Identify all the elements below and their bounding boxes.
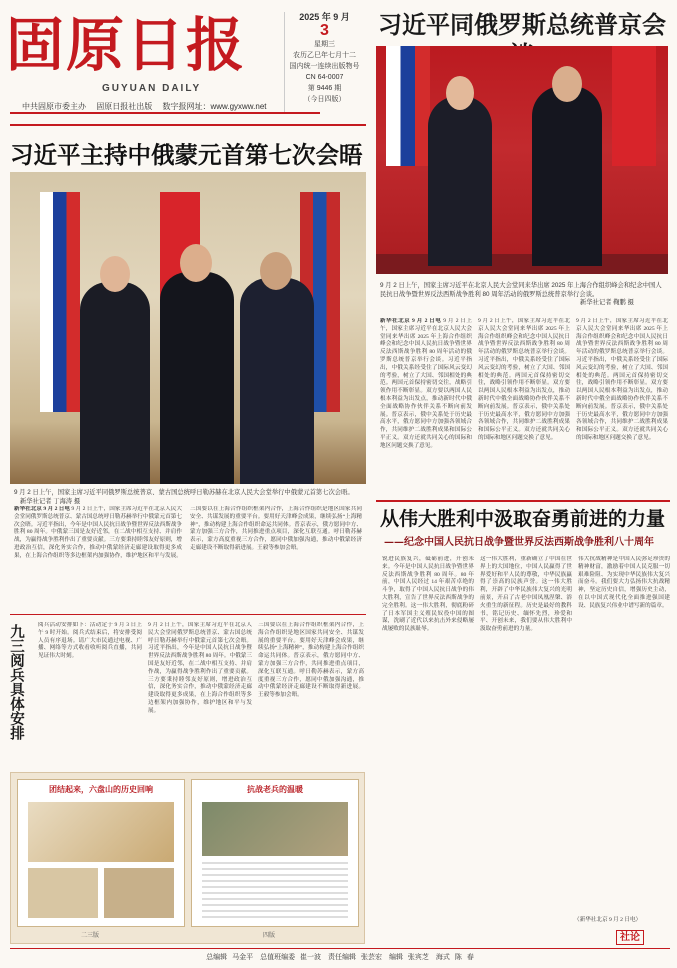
page-preview-right[interactable] (191, 779, 359, 927)
issue-number: 第 9446 期 (307, 85, 342, 92)
main-story-credit: 新华社记者 丁海涛 摄 (20, 498, 81, 505)
page-preview-left-thumb1 (28, 868, 98, 918)
masthead-pinyin: GUYUAN DAILY (102, 83, 202, 94)
opinion-subheadline: ——纪念中国人民抗日战争暨世界反法西斯战争胜利八十周年 (384, 537, 654, 548)
section-rule-sidebar (10, 614, 366, 615)
sidebar-body-col3: 三国要以在上海合作组织框架内合作，上海合作组织是地区国家共同安全、共谋发展的重要平台。要用好天津峰会成果，继续弘扬“上海精神”，推动构建上海合作组织命运共同体。普京表示，俄方愿同中方、蒙方加强三方合作，共同推进重点项目，深化互联互通。呼日勒苏赫表示，蒙方高度重视三方合作，愿同中俄加强沟通，推动中俄蒙经济走廊建设不断取得新进展。王毅等参加会晤。 (258, 622, 364, 699)
sidebar-body-col2: 9 月 2 日上午，国家主席习近平在北京人民大会堂同俄罗斯总统普京、蒙古国总统呼日勒苏赫举行中俄蒙元首第七次会晤。习近平指出，今年是中国人民抗日战争暨世界反法西斯战争胜利 80 周年。中俄蒙三国是友好近邻，在二战中相互支持、并肩作战，为赢得战争胜利作出了重要贡献。三方要秉持睦邻友好原则，增进政治互信，深化务实合作，推动中俄蒙经济走廊建设取得更多成果，在上海合作组织等多边框架内加强协作，维护地区和平与发展。 (148, 622, 252, 714)
main-story-caption (14, 488, 364, 506)
masthead-rule (10, 112, 320, 114)
person-left-head (446, 76, 474, 110)
person-putin (80, 282, 150, 484)
issue-weekday: 星期三 (314, 41, 335, 48)
issue-year-month: 2025 年 9 月 (299, 12, 350, 22)
editorial-badge: 社论 (616, 930, 644, 945)
main-story-body-left (14, 506, 182, 610)
person-right (532, 86, 602, 266)
issue-day: 3 (320, 22, 329, 39)
masthead-sponsor: 中共固原市委主办 (22, 102, 86, 111)
main-story-caption-text: 9 月 2 日上午，国家主席习近平同俄罗斯总统普京、蒙古国总统呼日勒苏赫在北京人民大会堂举行中俄蒙元首第七次会晤。 (14, 489, 354, 496)
top-story-body-col3: 9 月 2 日上午，国家主席习近平在北京人民大会堂同来华出席 2025 年上海合作组织峰会和纪念中国人民抗日战争暨世界反法西斯战争胜利 80 周年活动的俄罗斯总统普京举行会谈。习近平指出，中俄关系经受住了国际风云变幻的考验，树立了大国、邻国相处的典范。两国元首保持密切交往，战略引领作用不断彰显。双方要以两国人民根本利益为出发点，推动新时代中俄全面战略协作伙伴关系不断向前发展。普京表示，俄中关系处于历史最高水平，俄方愿同中方加强各领域合作，共同维护二战胜利成果和国际公平正义。双方还就共同关心的国际和地区问题交换了意见。 (576, 318, 668, 441)
page-preview-left-title: 团结起来，六盘山的历史回响 (49, 785, 153, 794)
top-story-byline: 新华社北京 9 月 2 日电 (380, 318, 442, 324)
masthead-digital[interactable]: 数字报网址：www.gyxww.net (162, 102, 267, 111)
issue-pages: （今日四版） (303, 96, 346, 103)
person-xi-head (180, 244, 212, 282)
top-story-headline[interactable]: 习近平同俄罗斯总统普京会 (378, 11, 666, 39)
person-khurelsukh-head (260, 252, 292, 290)
page-preview-panel (10, 772, 365, 944)
main-story-byline: 新华社北京 9 月 2 日电 (14, 506, 70, 512)
top-story-body-col1 (380, 318, 472, 500)
stage-floor (376, 254, 668, 274)
issue-datebox (284, 12, 364, 112)
sidebar-body-col1: 阅兵活动安排如下：活动定于 9 月 3 日上午 9 时开始。阅兵式结束后，将安排受阅人员有序退场。请广大市民通过电视、广播、网络等方式收看收听阅兵直播，共同见证伟大时刻。 (38, 622, 142, 660)
page-preview-left-label: 二三版 (81, 933, 100, 939)
main-story-body-left-text: 9 月 2 日上午，国家主席习近平在北京人民大会堂同俄罗斯总统普京、蒙古国总统呼日勒苏赫举行中俄蒙元首第七次会晤。习近平指出，今年是中国人民抗日战争暨世界反法西斯战争胜利 80 周年。中俄蒙三国是友好近邻，在二战中相互支持、并肩作战，为赢得战争胜利作出了重要贡献。三方要秉持睦邻友好原则，增进政治互信，深化务实合作，推动中俄蒙经济走廊建设取得更多成果，在上海合作组织等多边框架内加强协作，维护地区和平与发展。 (14, 506, 182, 559)
issue-lunar: 农历乙巳年七月十二 (293, 52, 356, 59)
masthead-publisher: 固原日报社出版 (96, 102, 153, 111)
page-preview-right-text (202, 862, 348, 918)
section-rule-right (376, 500, 670, 502)
top-story-caption: 9 月 2 日上午，国家主席习近平在北京人民大会堂同来华出席 2025 年上海合作组织峰会和纪念中国人民抗日战争暨世界反法西斯战争胜利 80 周年活动的俄罗斯总统普京举行会谈。 (380, 282, 662, 298)
section-rule-main (10, 124, 366, 126)
person-khurelsukh (240, 278, 314, 484)
opinion-headline[interactable]: 从伟大胜利中汲取奋勇前进的力量 (380, 508, 666, 530)
opinion-body-col2: 这一伟大胜利，重新确立了中国在世界上的大国地位，中国人民赢得了世界爱好和平人民的尊敬，中华民族赢得了崇高的民族声誉。这一伟大胜利，开辟了中华民族伟大复兴的光明前景，开启了古老中国凤凰涅槃、浴火重生的新征程。历史是最好的教科书，铭记历史、缅怀先烈，珍爱和平、开创未来，我们要从伟大胜利中汲取奋勇前进的力量。 (480, 556, 572, 633)
opinion-signoff: （新华社北京 9 月 2 日电） (574, 917, 642, 923)
person-xi (160, 272, 234, 484)
sidebar-title[interactable]: 九三阅兵具体安排 (8, 624, 24, 740)
footer-rule (10, 948, 670, 949)
page-preview-right-image (202, 802, 348, 856)
flag-china (612, 46, 656, 166)
top-story-photo (376, 46, 668, 274)
issue-cn-label: 国内统一连续出版物号 (289, 63, 360, 70)
page-preview-right-label: 四版 (263, 933, 276, 939)
opinion-body-col3: 伟大抗战精神是中国人民弥足珍贵的精神财富，激励着中国人民克服一切艰难险阻、为实现中华民族伟大复兴而奋斗。我们要大力弘扬伟大抗战精神，坚定历史自信，增强历史主动，在以中国式现代化全面推进强国建设、民族复兴伟业中谱写新的篇章。 (578, 556, 670, 609)
page-preview-right-title: 抗战老兵的温暖 (247, 785, 303, 794)
masthead-info (22, 101, 275, 112)
top-story-body-col2: 9 月 2 日上午，国家主席习近平在北京人民大会堂同来华出席 2025 年上海合作组织峰会和纪念中国人民抗日战争暨世界反法西斯战争胜利 80 周年活动的俄罗斯总统普京举行会谈。习近平指出，中俄关系经受住了国际风云变幻的考验，树立了大国、邻国相处的典范。两国元首保持密切交往，战略引领作用不断彰显。双方要以两国人民根本利益为出发点，推动新时代中俄全面战略协作伙伴关系不断向前发展。普京表示，俄中关系处于历史最高水平，俄方愿同中方加强各领域合作，共同维护二战胜利成果和国际公平正义。双方还就共同关心的国际和地区问题交换了意见。 (478, 318, 570, 441)
main-story-body-right: 三国要以在上海合作组织框架内合作，上海合作组织是地区国家共同安全、共谋发展的重要平台。要用好天津峰会成果，继续弘扬“上海精神”，推动构建上海合作组织命运共同体。普京表示，俄方愿同中方、蒙方加强三方合作，共同推进重点项目，深化互联互通。呼日勒苏赫表示，蒙方高度重视三方合作，愿同中俄加强沟通，推动中俄蒙经济走廊建设不断取得新进展。王毅等参加会晤。 (190, 506, 362, 551)
page-preview-left-image (28, 802, 174, 862)
person-right-head (552, 66, 582, 102)
issue-cn-number: CN 64-0007 (305, 74, 344, 81)
flag-russia (386, 46, 430, 166)
main-story-headline[interactable]: 习近平主持中俄蒙元首第七次会晤 (10, 141, 363, 169)
main-story-photo (10, 172, 366, 484)
masthead-logo: 固原日报 (6, 11, 247, 79)
page-preview-left[interactable] (17, 779, 185, 927)
opinion-body-col1: 锐进民族复兴，砥砺前进，开创未来。今年是中国人民抗日战争暨世界反法西斯战争胜利 80 周年。80 年前，中国人民经过 14 年艰苦卓绝的斗争，取得了中国人民抗日战争的伟大胜利，宣告了世界反法西斯战争的完全胜利。这一伟大胜利，彻底粉碎了日本军国主义殖民奴役中国的图谋，洗刷了近代以来抗击外来侵略屡战屡败的民族耻辱。 (382, 556, 474, 633)
person-putin-head (100, 256, 130, 292)
top-story-credit: 新华社记者 鞠鹏 摄 (580, 299, 634, 306)
footer-credits: 总编辑 马金平 总值班编委 崔一波 责任编辑 张芸宏 编辑 张宾芝 海式 陈 春 (206, 954, 474, 961)
flag-russia (40, 192, 80, 412)
top-story-body: 9 月 2 日上午，国家主席习近平在北京人民大会堂同来华出席 2025 年上海合作组织峰会和纪念中国人民抗日战争暨世界反法西斯战争胜利 80 周年活动的俄罗斯总统普京举行会谈。习近平指出，中俄关系经受住了国际风云变幻的考验，树立了大国、邻国相处的典范。两国元首保持密切交往，战略引领作用不断彰显。双方要以两国人民根本利益为出发点，推动新时代中俄全面战略协作伙伴关系不断向前发展。普京表示，俄中关系处于历史最高水平，俄方愿同中方加强各领域合作，共同维护二战胜利成果和国际公平正义。双方还就共同关心的国际和地区问题交换了意见。 (380, 318, 472, 449)
person-left (428, 96, 492, 266)
page-preview-left-thumb2 (104, 868, 174, 918)
